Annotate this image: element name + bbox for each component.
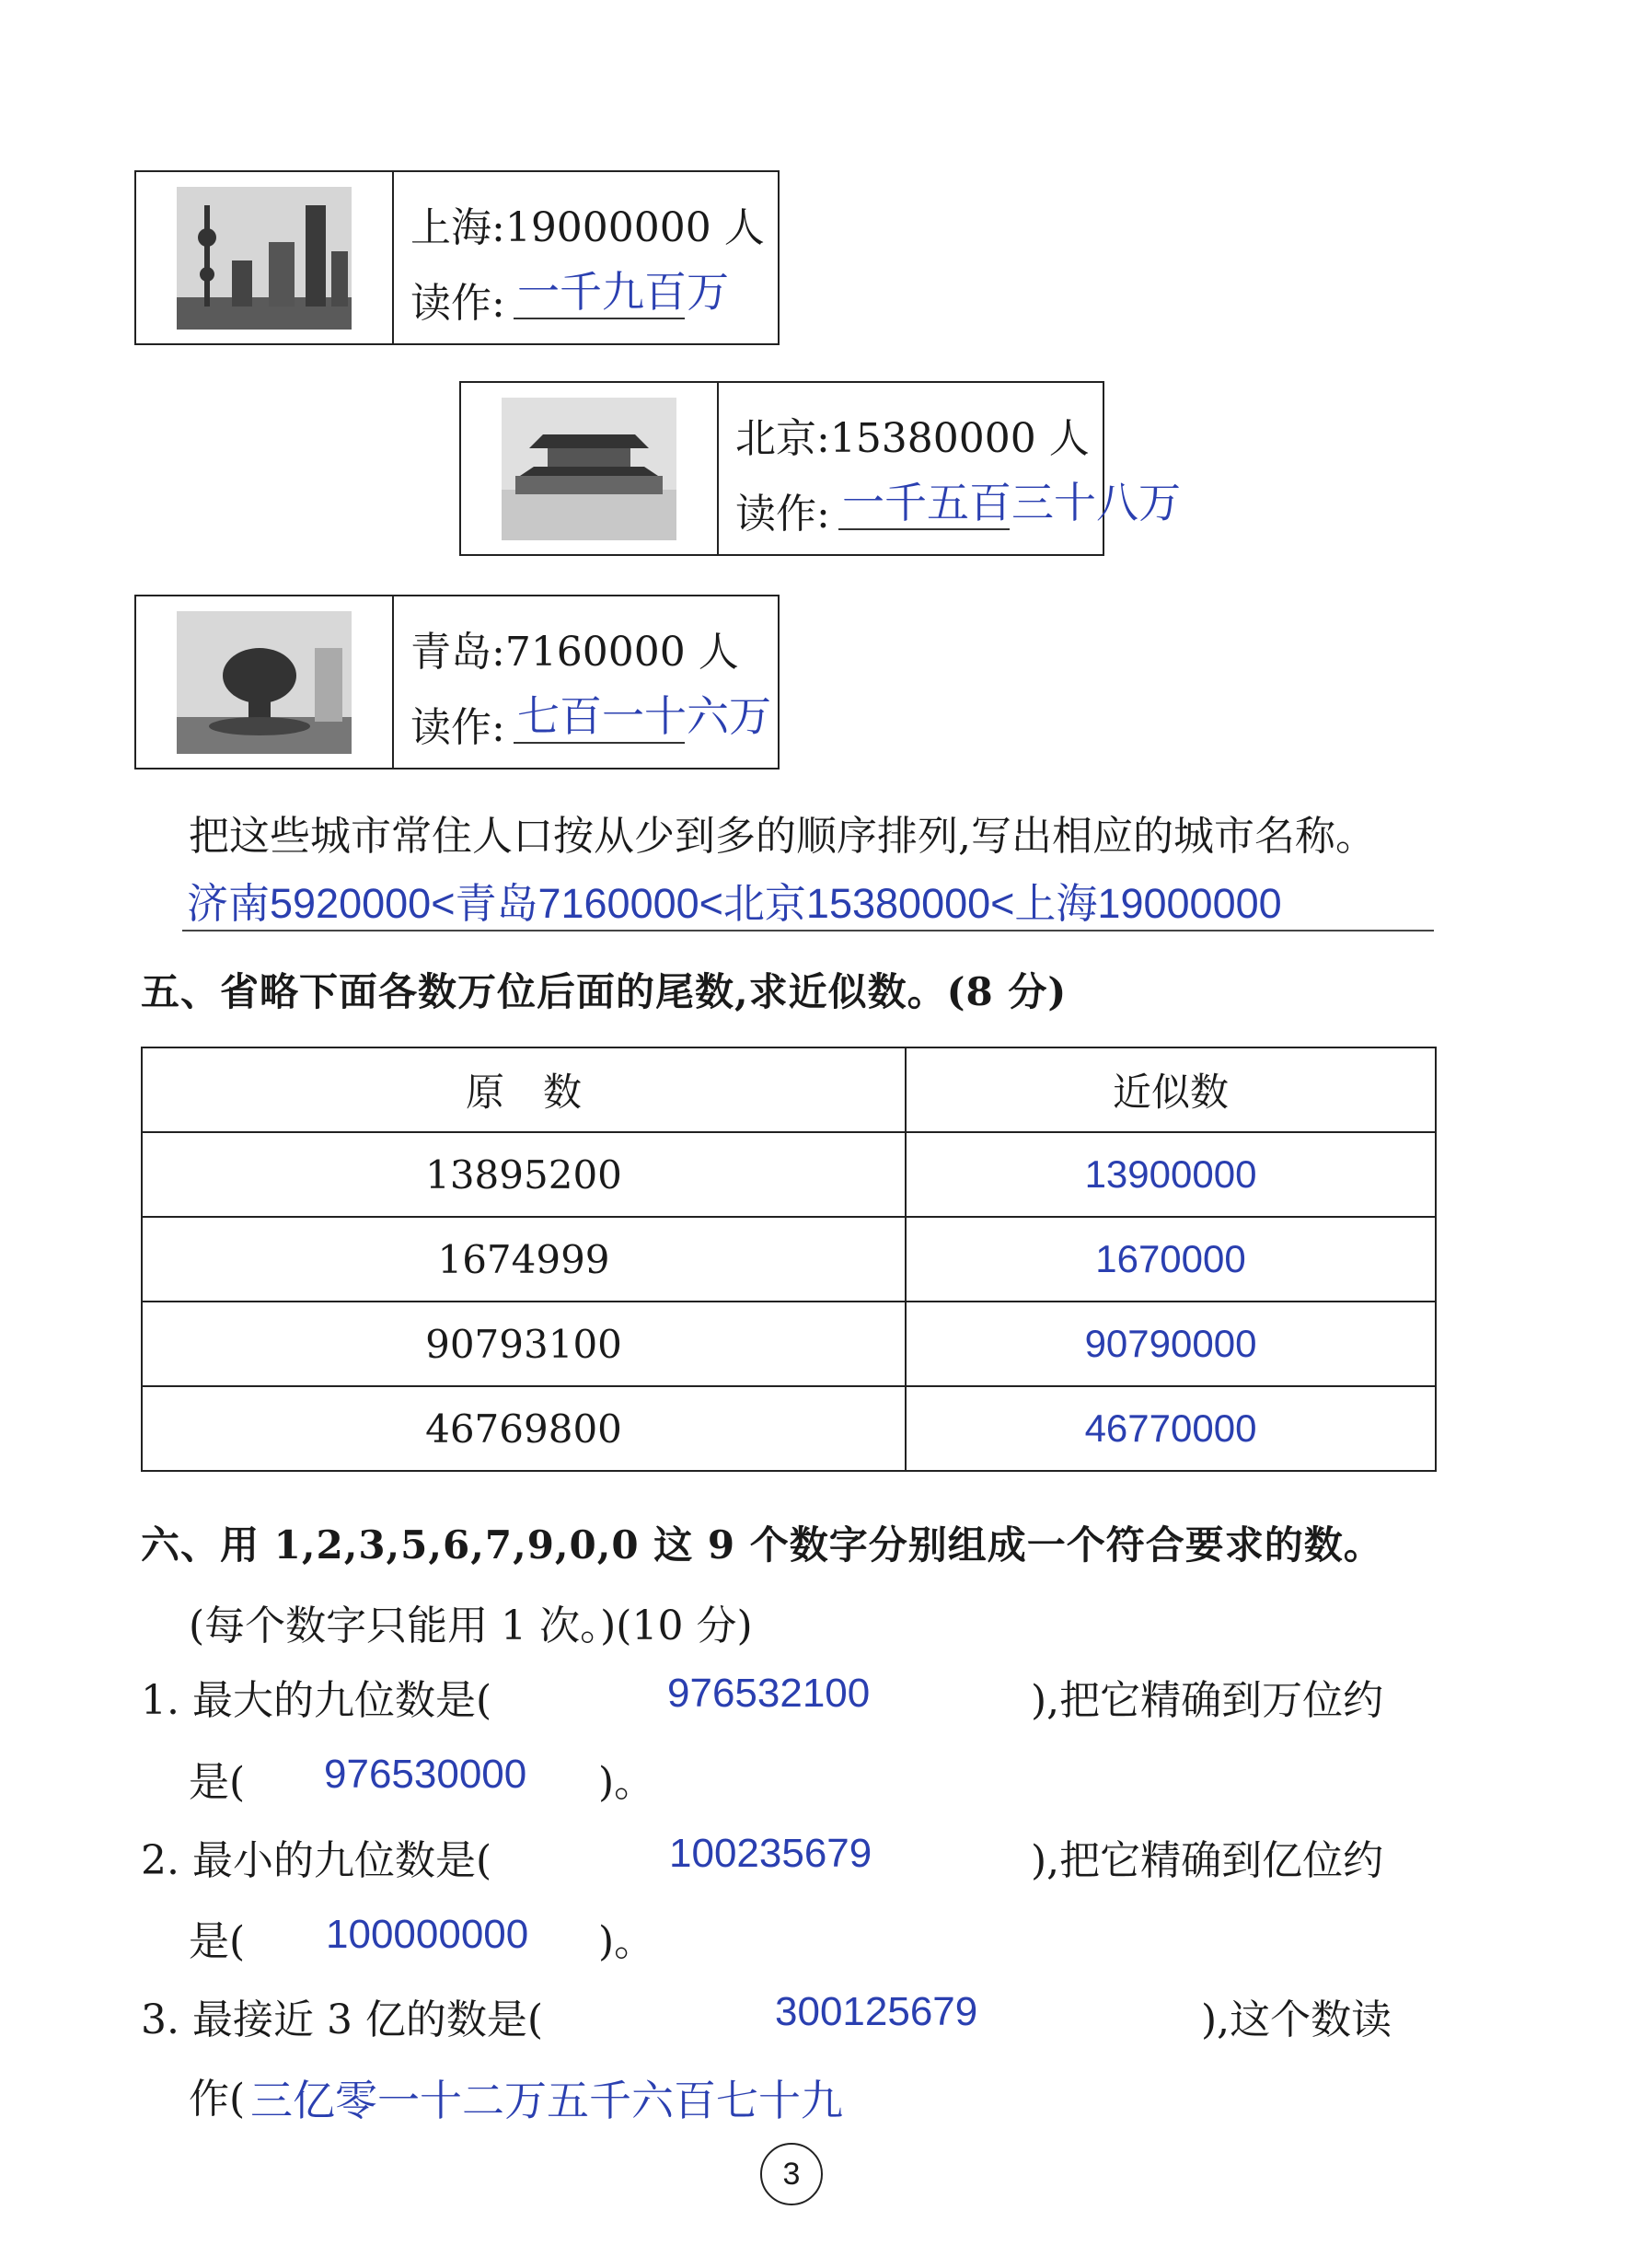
table-row (142, 1386, 1436, 1471)
original-value: 13895200 (142, 1132, 906, 1217)
read-prefix: 读作: (735, 491, 830, 538)
city-photo-frame (136, 596, 394, 768)
q3-answer-2: 三亿零一十二万五千六百七十九 (250, 2077, 843, 2124)
q2-text-c: 是( (189, 1918, 246, 1965)
original-value: 46769800 (142, 1386, 906, 1471)
section6-note: (每个数字只能用 1 次。)(10 分) (189, 1603, 753, 1649)
read-prefix: 读作: (410, 280, 505, 327)
city-box-shanghai (134, 170, 780, 345)
q2-text-b: ),把它精确到亿位约 (1031, 1837, 1384, 1884)
city-box-qingdao (134, 595, 780, 770)
original-value: 90793100 (142, 1302, 906, 1386)
approx-value: 90790000 (906, 1302, 1436, 1386)
approx-table (141, 1047, 1437, 1472)
original-value: 1674999 (142, 1217, 906, 1302)
section5-title: 五、省略下面各数万位后面的尾数,求近似数。(8 分) (141, 969, 1068, 1014)
q3-text-b: ),这个数读 (1201, 1996, 1392, 2043)
header-original: 原 数 (142, 1047, 906, 1132)
q3-answer-1: 300125679 (775, 1989, 978, 2034)
q1-text-c: 是( (189, 1759, 246, 1806)
city-photo-frame (461, 383, 719, 554)
answer-line (182, 930, 1434, 932)
approx-value: 1670000 (906, 1217, 1436, 1302)
q2-answer-1: 100235679 (669, 1831, 872, 1876)
read-prefix: 读作: (410, 704, 505, 751)
q1-text-d: )。 (598, 1759, 655, 1806)
city-photo-frame (136, 172, 394, 343)
q1-answer-1: 976532100 (667, 1671, 871, 1716)
reading-answer: 一千五百三十八万 (842, 479, 1181, 526)
q3-text-a: 3. 最接近 3 亿的数是( (141, 1996, 544, 2043)
order-prompt: 把这些城市常住人口按从少到多的顺序排列,写出相应的城市名称。 (189, 813, 1376, 860)
city-text (394, 172, 778, 343)
q2-text-a: 2. 最小的九位数是( (141, 1837, 492, 1884)
q1-text-a: 1. 最大的九位数是( (141, 1677, 492, 1724)
section6-title: 六、用 1,2,3,5,6,7,9,0,0 这 9 个数字分别组成一个符合要求的数。 (141, 1522, 1383, 1568)
table-row (142, 1132, 1436, 1217)
q1-answer-2: 976530000 (324, 1752, 527, 1797)
city-population-label: 上海:19000000 人 (410, 204, 765, 251)
approx-value: 46770000 (906, 1386, 1436, 1471)
order-answer: 济南5920000<青岛7160000<北京15380000<上海19000000 (187, 880, 1282, 927)
reading-answer: 一千九百万 (517, 268, 729, 316)
reading-answer: 七百一十六万 (517, 692, 771, 740)
city-population-label: 青岛:7160000 人 (410, 629, 739, 676)
qingdao-sculpture-icon (177, 611, 352, 754)
shanghai-skyline-icon (177, 187, 352, 330)
q3-text-c: 作( (189, 2076, 246, 2123)
approx-value: 13900000 (906, 1132, 1436, 1217)
table-row (142, 1302, 1436, 1386)
city-text (394, 596, 778, 768)
tiananmen-gate-icon (502, 398, 676, 540)
header-approx: 近似数 (906, 1047, 1436, 1132)
q2-answer-2: 100000000 (326, 1912, 529, 1957)
q2-text-d: )。 (598, 1918, 655, 1965)
table-header-row (142, 1047, 1436, 1132)
city-box-beijing (459, 381, 1181, 556)
city-population-label: 北京:15380000 人 (735, 415, 1090, 462)
q1-text-b: ),把它精确到万位约 (1031, 1677, 1384, 1724)
city-text (719, 383, 1181, 554)
table-row (142, 1217, 1436, 1302)
page-number: 3 (760, 2143, 823, 2205)
